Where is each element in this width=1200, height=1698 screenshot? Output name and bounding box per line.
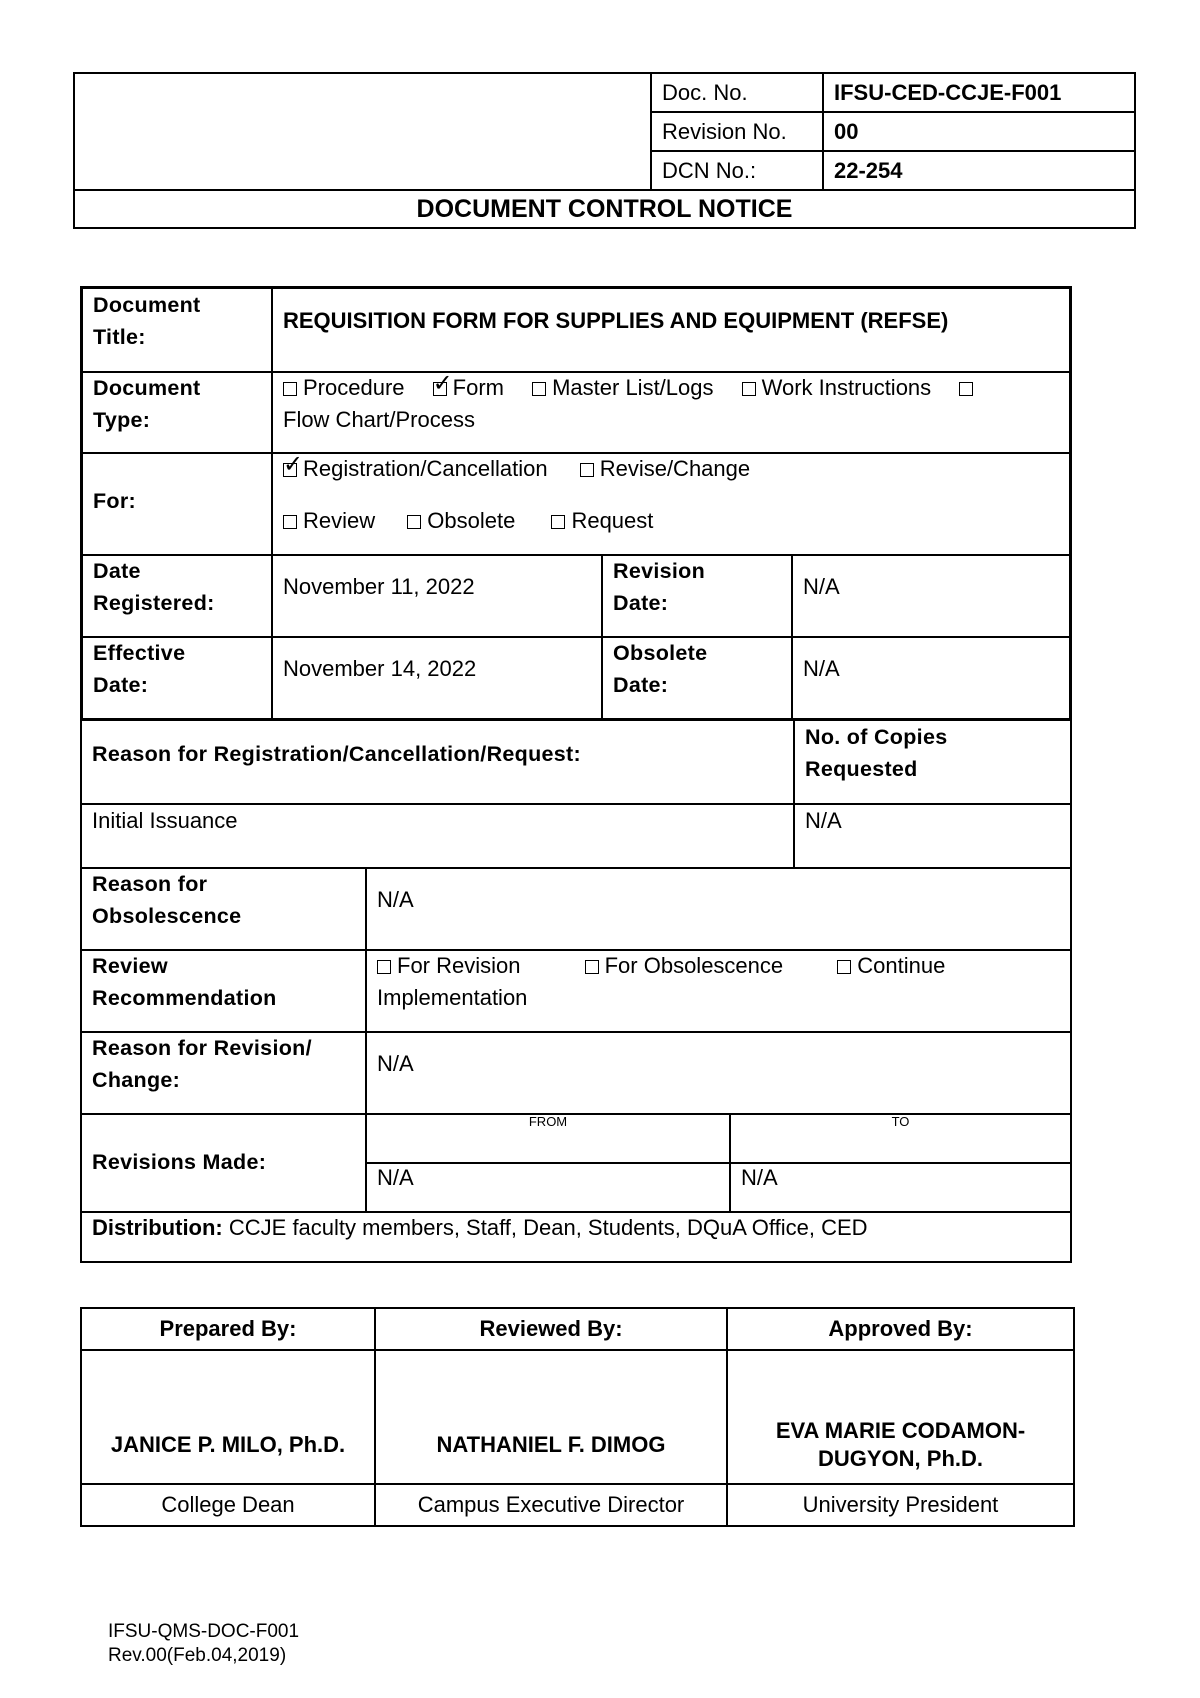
checkbox-registration[interactable] bbox=[283, 463, 297, 477]
approved-by-name-line2: DUGYON, Ph.D. bbox=[817, 1446, 983, 1471]
date-registered-label-line1: Date bbox=[93, 559, 141, 583]
prepared-by-label: Prepared By: bbox=[81, 1308, 375, 1350]
obsolete-date-label bbox=[613, 637, 707, 701]
obsolete-date-label-line2: Date: bbox=[613, 673, 669, 697]
review-recommendation-label-line2: Recommendation bbox=[92, 986, 277, 1010]
document-type-label-line1: Document bbox=[93, 376, 201, 400]
copies-requested-label-line2: Requested bbox=[805, 757, 918, 781]
reason-obsolescence-label-line1: Reason for bbox=[92, 872, 208, 896]
effective-date-label-line1: Effective bbox=[93, 641, 186, 665]
dcn-no-value: 22-254 bbox=[823, 151, 1135, 190]
reviewed-by-name: NATHANIEL F. DIMOG bbox=[375, 1350, 727, 1484]
review-options bbox=[377, 950, 1067, 1014]
option-for-obsolescence[interactable] bbox=[585, 953, 784, 978]
document-title-value: REQUISITION FORM FOR SUPPLIES AND EQUIPMENT (REFSE) bbox=[283, 308, 949, 333]
distribution bbox=[92, 1212, 868, 1244]
copies-requested-value: N/A bbox=[805, 808, 842, 833]
option-review[interactable] bbox=[283, 508, 375, 533]
document-type-options bbox=[283, 372, 1063, 436]
footer-form-code: IFSU-QMS-DOC-F001 bbox=[108, 1621, 300, 1642]
document-title-label bbox=[93, 289, 201, 353]
revision-date-value: N/A bbox=[803, 574, 840, 599]
review-recommendation-label-line1: Review bbox=[92, 954, 168, 978]
document-type-label bbox=[93, 372, 201, 436]
option-request[interactable] bbox=[551, 508, 653, 533]
option-procedure-label: Procedure bbox=[303, 375, 405, 400]
option-continue[interactable] bbox=[837, 953, 945, 978]
signature-table bbox=[80, 1307, 1075, 1527]
checkbox-work-instructions[interactable] bbox=[742, 382, 756, 396]
copies-requested-label-line1: No. of Copies bbox=[805, 725, 948, 749]
option-work-instructions-label: Work Instructions bbox=[761, 375, 932, 400]
request-details-box bbox=[80, 719, 1072, 1263]
checkbox-obsolete[interactable] bbox=[407, 515, 421, 529]
distribution-value: CCJE faculty members, Staff, Dean, Students, DQuA Office, CED bbox=[222, 1215, 868, 1240]
from-value: N/A bbox=[377, 1165, 414, 1190]
option-obsolete[interactable] bbox=[407, 508, 515, 533]
revision-date-label-line2: Date: bbox=[613, 591, 669, 615]
reviewed-by-title: Campus Executive Director bbox=[375, 1484, 727, 1526]
reason-registration-value: Initial Issuance bbox=[92, 808, 238, 833]
checkbox-master-list[interactable] bbox=[532, 382, 546, 396]
obsolete-date-label-line1: Obsolete bbox=[613, 641, 708, 665]
reason-revision-label-line2: Change: bbox=[92, 1068, 181, 1092]
document-details-box bbox=[80, 286, 1072, 721]
doc-no-label: Doc. No. bbox=[651, 73, 823, 112]
review-recommendation-label bbox=[92, 950, 277, 1014]
approved-by-name-line1: EVA MARIE CODAMON- bbox=[775, 1418, 1026, 1443]
option-revise-label: Revise/Change bbox=[599, 456, 751, 481]
for-options bbox=[283, 453, 1063, 537]
checkbox-revise[interactable] bbox=[580, 463, 594, 477]
option-work-instructions[interactable] bbox=[742, 375, 932, 400]
option-continue-label-suffix: Implementation bbox=[377, 985, 528, 1010]
option-flow-chart[interactable] bbox=[959, 375, 979, 400]
option-procedure[interactable] bbox=[283, 375, 405, 400]
option-obsolete-label: Obsolete bbox=[427, 508, 516, 533]
reason-revision-label-line1: Reason for Revision/ bbox=[92, 1036, 312, 1060]
dcn-no-label: DCN No.: bbox=[651, 151, 823, 190]
footer-revision: Rev.00(Feb.04,2019) bbox=[108, 1645, 287, 1666]
option-form-label: Form bbox=[452, 375, 504, 400]
reason-registration-label: Reason for Registration/Cancellation/Request: bbox=[92, 742, 581, 766]
from-label: FROM bbox=[528, 1114, 568, 1129]
date-registered-label-line2: Registered: bbox=[93, 591, 215, 615]
document-type-label-line2: Type: bbox=[93, 408, 151, 432]
footer bbox=[108, 1620, 299, 1668]
reason-revision-label bbox=[92, 1032, 312, 1096]
checkbox-for-obsolescence[interactable] bbox=[585, 960, 599, 974]
doc-no-value: IFSU-CED-CCJE-F001 bbox=[823, 73, 1135, 112]
reviewed-by-label: Reviewed By: bbox=[375, 1308, 727, 1350]
option-revise[interactable] bbox=[580, 456, 750, 481]
prepared-by-title: College Dean bbox=[81, 1484, 375, 1526]
approved-by-title: University President bbox=[727, 1484, 1074, 1526]
revisions-made-label: Revisions Made: bbox=[92, 1150, 267, 1174]
header-table bbox=[73, 72, 1136, 229]
option-request-label: Request bbox=[571, 508, 654, 533]
document-title-label-line2: Title: bbox=[93, 325, 146, 349]
to-label: TO bbox=[891, 1114, 910, 1129]
date-registered-value: November 11, 2022 bbox=[283, 574, 475, 599]
approved-by-name bbox=[727, 1350, 1074, 1484]
for-label: For: bbox=[93, 489, 136, 513]
checkbox-procedure[interactable] bbox=[283, 382, 297, 396]
option-registration-label: Registration/Cancellation bbox=[303, 456, 548, 481]
reason-obsolescence-label bbox=[92, 868, 241, 932]
revision-date-label bbox=[613, 555, 705, 619]
approved-by-label: Approved By: bbox=[727, 1308, 1074, 1350]
distribution-label: Distribution: bbox=[92, 1215, 223, 1240]
effective-date-label-line2: Date: bbox=[93, 673, 149, 697]
checkbox-request[interactable] bbox=[551, 515, 565, 529]
reason-obsolescence-label-line2: Obsolescence bbox=[92, 904, 242, 928]
prepared-by-name: JANICE P. MILO, Ph.D. bbox=[81, 1350, 375, 1484]
effective-date-value: November 14, 2022 bbox=[283, 656, 477, 681]
revision-no-value: 00 bbox=[823, 112, 1135, 151]
copies-requested-label bbox=[805, 721, 947, 785]
option-for-revision[interactable] bbox=[377, 953, 520, 978]
option-review-label: Review bbox=[303, 508, 376, 533]
option-master-list-label: Master List/Logs bbox=[552, 375, 714, 400]
checkbox-continue[interactable] bbox=[837, 960, 851, 974]
date-registered-label bbox=[93, 555, 215, 619]
page-title: DOCUMENT CONTROL NOTICE bbox=[74, 190, 1135, 228]
reason-obsolescence-value: N/A bbox=[377, 887, 414, 912]
revision-no-label: Revision No. bbox=[651, 112, 823, 151]
option-form[interactable] bbox=[433, 375, 504, 400]
checkbox-flow-chart[interactable] bbox=[959, 382, 973, 396]
checkbox-for-revision[interactable] bbox=[377, 960, 391, 974]
option-for-revision-label: For Revision bbox=[397, 953, 521, 978]
option-registration[interactable] bbox=[283, 456, 548, 481]
checkbox-form[interactable] bbox=[433, 382, 447, 396]
effective-date-label bbox=[93, 637, 185, 701]
option-for-obsolescence-label: For Obsolescence bbox=[604, 953, 784, 978]
to-value: N/A bbox=[741, 1165, 778, 1190]
document-title-label-line1: Document bbox=[93, 293, 201, 317]
logo-area bbox=[74, 73, 651, 190]
option-continue-label: Continue bbox=[857, 953, 946, 978]
reason-revision-value: N/A bbox=[377, 1051, 414, 1076]
obsolete-date-value: N/A bbox=[803, 656, 840, 681]
checkbox-review[interactable] bbox=[283, 515, 297, 529]
option-flow-chart-label: Flow Chart/Process bbox=[283, 407, 475, 432]
revision-date-label-line1: Revision bbox=[613, 559, 706, 583]
option-master-list[interactable] bbox=[532, 375, 713, 400]
